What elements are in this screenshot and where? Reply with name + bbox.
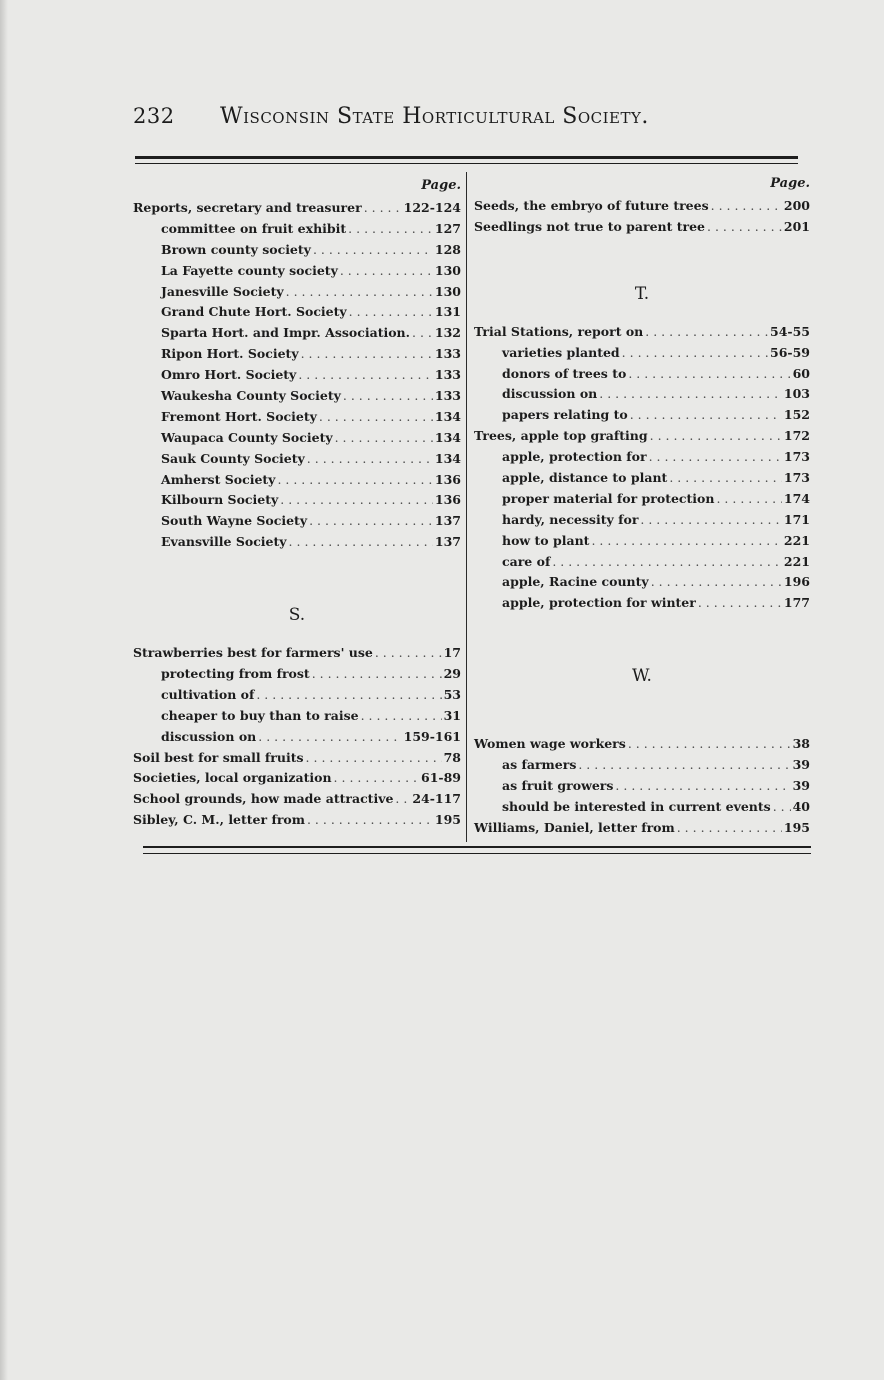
entry-page: 172 [783,428,810,444]
entry-text: Waukesha County Society [161,388,341,404]
index-entry [474,799,810,820]
section-heading-t: T. [634,283,650,304]
entry-page: 39 [792,778,810,794]
leader-dots [599,386,782,401]
entry-page: 17 [443,645,461,661]
leader-dots [669,470,782,485]
right-column [474,176,810,841]
entry-page: 137 [434,513,461,529]
leader-dots [375,645,442,660]
entry-text: cheaper to buy than to raise [161,707,359,723]
entry-page: 152 [783,407,810,423]
entry-text: apple, distance to plant [502,470,668,486]
entry-text: Ripon Hort. Society [161,346,299,362]
entry-page: 173 [783,470,810,486]
entry-page: 78 [443,749,461,765]
entry-page: 133 [434,388,461,404]
leader-dots [349,304,433,319]
entry-text: protecting from frost [161,666,310,682]
entry-text: papers relating to [502,407,628,423]
index-entry [474,533,810,554]
index-entry [133,200,461,221]
index-entry [474,757,810,778]
entry-page: 132 [434,325,461,341]
entry-text: Societies, local organization [133,770,332,786]
index-entry [474,470,810,491]
leader-dots [622,345,768,360]
leader-dots [707,219,782,234]
index-entry [474,345,810,366]
index-entry [474,512,810,533]
index-entry [474,554,810,575]
index-entry [133,284,461,305]
entry-text: Sauk County Society [161,450,305,466]
index-entry [133,367,461,388]
leader-dots [630,407,782,422]
leader-dots [343,388,433,403]
leader-dots [640,512,782,527]
section-heading-w: W. [632,666,652,687]
entry-page: 60 [792,365,810,381]
entry-page: 130 [434,283,461,299]
index-entry [474,820,810,841]
entry-text: Evansville Society [161,534,287,550]
leader-dots [773,799,791,814]
index-entry [133,770,461,791]
index-entry [133,708,461,729]
entry-text: discussion on [161,728,257,744]
entry-page: 133 [434,367,461,383]
top-rule [135,156,798,159]
entry-page: 29 [443,666,461,682]
index-entry [474,366,810,387]
index-entry [474,595,810,616]
index-entry [474,491,810,512]
entry-text: committee on fruit exhibit [161,220,347,236]
entry-text: Fremont Hort. Society [161,408,317,424]
leader-dots [615,778,790,793]
leader-dots [313,242,433,257]
index-entry [133,687,461,708]
leader-dots [651,574,782,589]
index-entry [133,729,461,750]
entry-text: hardy, necessity for [502,511,639,527]
index-entry [133,346,461,367]
leader-dots [628,366,790,381]
leader-dots [289,534,433,549]
entry-text: Soil best for small fruits [133,749,304,765]
entry-text: varieties planted [502,344,620,360]
entry-text: Trial Stations, report on [474,323,644,339]
entry-page: 40 [792,798,810,814]
leader-dots [698,595,782,610]
entry-page: 128 [434,241,461,257]
entry-page: 127 [434,220,461,236]
s-entries-continued [474,198,810,240]
entry-text: Grand Chute Hort. Society [161,304,347,320]
page-number: 232 [133,104,175,128]
w-entries [474,736,810,840]
entry-page: 54-55 [770,323,810,339]
entry-page: 177 [783,595,810,611]
leader-dots [395,791,410,806]
entry-text: South Wayne Society [161,513,308,529]
entry-page: 201 [783,218,810,234]
entry-text: discussion on [502,386,598,402]
leader-dots [280,492,433,507]
entry-text: Sparta Hort. and Impr. Association. [161,325,410,341]
entry-page: 159-161 [403,728,461,744]
index-entry [474,778,810,799]
bottom-rule [143,846,811,848]
entry-page: 200 [783,198,810,213]
entry-page: 221 [783,532,810,548]
entry-text: proper material for protection [502,490,715,506]
entry-page: 136 [434,492,461,508]
index-entry [133,430,461,451]
entry-text: Kilbourn Society [161,492,279,508]
leader-dots [307,451,433,466]
entry-page: 173 [783,449,810,465]
left-column [133,178,461,833]
leader-dots [301,346,433,361]
index-entry [133,388,461,409]
index-entry [133,409,461,430]
leader-dots [286,284,433,299]
index-entry [474,736,810,757]
entry-page: 134 [434,450,461,466]
leader-dots [677,820,782,835]
index-entry [474,407,810,428]
index-entry [133,492,461,513]
entry-text: care of [502,553,551,569]
index-entry [133,472,461,493]
leader-dots [578,757,790,772]
top-rule-thin [135,163,798,164]
leader-dots [258,729,401,744]
index-entry [474,428,810,449]
page-column-label: Page. [770,176,810,191]
leader-dots [298,367,433,382]
entry-page: 122-124 [403,200,461,215]
entry-page: 131 [434,304,461,320]
index-entry [474,198,810,219]
index-entry [474,574,810,595]
entry-page: 53 [443,686,461,702]
entry-page: 137 [434,534,461,550]
entry-page: 61-89 [421,770,461,786]
s-entries [133,645,461,833]
index-entry [133,791,461,812]
leader-dots [650,428,782,443]
entry-page: 195 [783,819,810,835]
leader-dots [364,200,402,215]
entry-text: how to plant [502,532,590,548]
leader-dots [711,198,782,213]
index-entry [474,324,810,345]
entry-text: Seedlings not true to parent tree [474,218,706,234]
entry-text: apple, protection for winter [502,595,696,611]
running-title: Wisconsin State Horticultural Society. [220,104,649,129]
entry-text: Williams, Daniel, letter from [474,819,675,835]
index-entry [474,449,810,470]
leader-dots [340,263,433,278]
index-entry [133,812,461,833]
entry-text: Waupaca County Society [161,429,333,445]
entry-page: 174 [783,490,810,506]
index-entry [133,263,461,284]
column-divider [466,172,467,842]
entry-text: Omro Hort. Society [161,367,297,383]
entry-page: 196 [783,574,810,590]
entry-page: 134 [434,408,461,424]
entry-text: Reports, secretary and treasurer [133,200,362,215]
entry-text: Brown county society [161,241,311,257]
entry-page: 31 [443,707,461,723]
leader-dots [361,708,442,723]
entry-text: Sibley, C. M., letter from [133,812,305,828]
leader-dots [335,430,433,445]
entry-text: donors of trees to [502,365,627,381]
entry-page: 103 [783,386,810,402]
section-heading-s: S. [288,605,306,626]
entry-text: as fruit growers [502,778,614,794]
leader-dots [412,325,433,340]
index-entry [133,304,461,325]
entry-page: 56-59 [770,344,810,360]
index-entry [133,221,461,242]
leader-dots [319,409,433,424]
leader-dots [645,324,768,339]
leader-dots [256,687,441,702]
leader-dots [591,533,781,548]
entry-page: 38 [792,736,810,752]
index-entry [133,666,461,687]
leader-dots [552,554,782,569]
page-column-label: Page. [421,178,461,193]
entry-text: Women wage workers [474,736,626,752]
index-entry [133,451,461,472]
index-entry [133,325,461,346]
leader-dots [716,491,781,506]
leader-dots [348,221,433,236]
leader-dots [306,750,442,765]
entry-text: School grounds, how made attractive [133,791,394,807]
entry-page: 134 [434,429,461,445]
entry-page: 39 [792,757,810,773]
entry-page: 130 [434,262,461,278]
entry-text: apple, protection for [502,449,647,465]
leader-dots [334,770,419,785]
entry-page: 171 [783,511,810,527]
index-entry [133,242,461,263]
leader-dots [277,472,432,487]
index-entry [474,386,810,407]
entry-text: Seeds, the embryo of future trees [474,198,709,213]
index-entry [133,534,461,555]
entry-text: apple, Racine county [502,574,649,590]
entry-page: 136 [434,471,461,487]
entry-page: 24-117 [412,791,461,807]
entry-text: as farmers [502,757,577,773]
t-entries [474,324,810,616]
leader-dots [312,666,442,681]
entry-page: 133 [434,346,461,362]
entry-text: Trees, apple top grafting [474,428,648,444]
entry-text: Amherst Society [161,471,276,487]
index-entry [133,645,461,666]
entry-text: cultivation of [161,686,255,702]
entry-text: should be interested in current events [502,798,771,814]
index-entry [133,513,461,534]
entry-text: La Fayette county society [161,262,338,278]
leader-dots [307,812,433,827]
entry-text: Janesville Society [161,283,284,299]
leader-dots [309,513,433,528]
r-entries [133,200,461,555]
leader-dots [628,736,791,751]
entry-text: Strawberries best for farmers' use [133,645,373,661]
entry-page: 195 [434,812,461,828]
page-edge [0,0,8,1380]
entry-page: 221 [783,553,810,569]
index-entry [474,219,810,240]
bottom-rule-thin [143,853,811,854]
index-entry [133,750,461,771]
leader-dots [649,449,782,464]
